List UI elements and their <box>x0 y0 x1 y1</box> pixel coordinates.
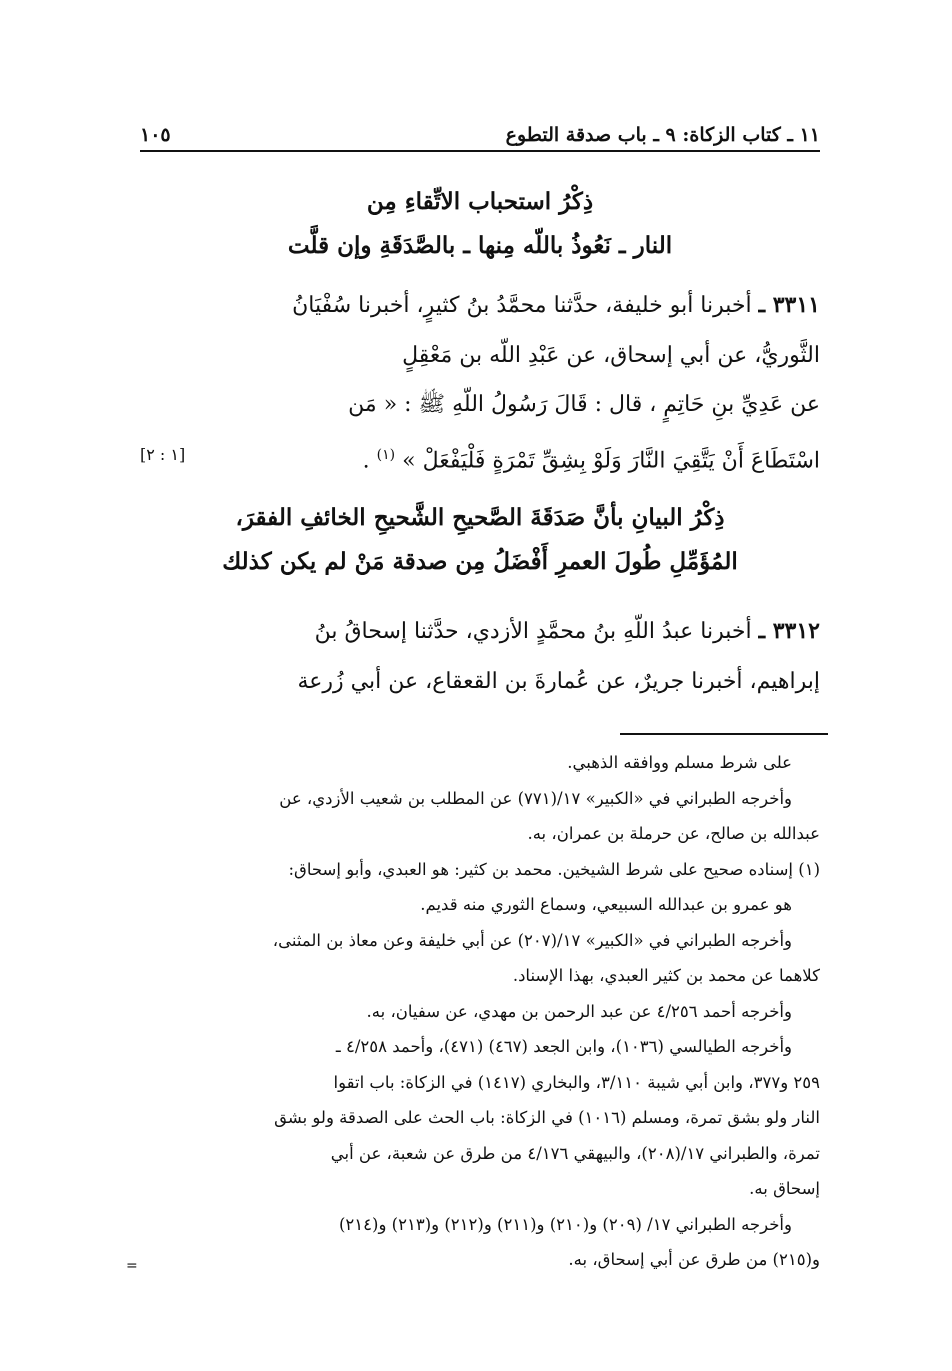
section-heading-1 <box>140 180 820 268</box>
hadith-3311-matn <box>140 380 820 486</box>
text-line <box>140 606 820 657</box>
hadith-number: ٣٣١١ ـ <box>758 292 820 318</box>
footnote-line: هو عمرو بن عبدالله السبيعي، وسماع الثوري منه قديم. <box>420 895 792 914</box>
line-end: . <box>362 448 377 474</box>
footnote-rule <box>620 733 828 735</box>
text-line: إبراهيم، أخبرنا جريرٌ، عن عُمارةَ بن القعقاع، عن أبي زُرعة <box>297 669 820 694</box>
section-heading-2 <box>140 496 820 584</box>
line-text: أخبرنا أبو خليفة، حدَّثنا محمَّدُ بنُ كثيرٍ، أخبرنا سُفْيَانُ <box>292 293 752 318</box>
footnote-line: عبدالله بن صالح، عن حرملة بن عمران، به. <box>527 824 820 843</box>
header-rule <box>140 150 820 152</box>
margin-mark: = <box>126 1258 138 1274</box>
text-line <box>140 280 820 331</box>
footnote-line: إسحاق به. <box>749 1179 820 1198</box>
hadith-number: ٣٣١٢ ـ <box>758 618 820 644</box>
footnote-line: على شرط مسلم ووافقه الذهبي. <box>567 753 792 772</box>
text-line <box>140 430 820 486</box>
footnote-line: وأخرجه الطيالسي (١٠٣٦)، وابن الجعد (٤٦٧) (٤٧١)، وأحمد ٤/٢٥٨ ـ <box>335 1037 792 1056</box>
footnote-line: كلاهما عن محمد بن كثير العبدي، بهذا الإسناد. <box>512 966 820 985</box>
line-text: أخبرنا عبدُ اللّهِ بنُ محمَّدٍ الأزدي، حدَّثنا إسحاقُ بنُ <box>314 619 752 644</box>
footnote-line: و(٢١٥) من طرق عن أبي إسحاق، به. <box>568 1250 820 1269</box>
footnote-line: وأخرجه الطبراني في «الكبير» ١٧/(٧٧١) عن المطلب بن شعيب الأزدي، عن <box>279 788 792 808</box>
page-number: ١٠٥ <box>140 124 171 146</box>
footnotes <box>130 745 820 1278</box>
heading-line: ذِكْرُ البيانِ بأنَّ صَدَقَةَ الصَّحيحِ الشَّحيحِ الخائفِ الفقرَ، <box>235 504 725 531</box>
footnote-line: تمرة، والطبراني ١٧/(٢٠٨)، والبيهقي ٤/١٧٦ من طرق عن شعبة، عن أبي <box>330 1143 820 1163</box>
text-line: الثَّوريُّ، عن أبي إسحاق، عن عَبْدِ اللّه بن مَعْقِلٍ <box>402 343 820 368</box>
heading-line: ذِكْرُ استحباب الاتِّقاءِ مِن <box>366 188 594 215</box>
hadith-3311-isnad <box>140 280 820 381</box>
footnote-line: وأخرجه الطبراني في «الكبير» ١٧/(٢٠٧) عن أبي خليفة وعن معاذ بن المثنى، <box>272 930 792 950</box>
footnote-line: وأخرجه الطبراني ١٧/ (٢٠٩) و(٢١٠) و(٢١١) و(٢١٢) و(٢١٣) و(٢١٤) <box>338 1214 792 1234</box>
footnote-marker: (١) <box>376 447 396 463</box>
footnote-line: (١) إسناده صحيح على شرط الشيخين. محمد بن كثير: هو العبدي، وأبو إسحاق: <box>288 859 820 879</box>
heading-line: المُؤَمِّلِ طُولَ العمرِ أَفْضَلُ مِن صدقة مَنْ لم يكن كذلك <box>222 548 738 575</box>
heading-line: النار ـ نَعُوذُ باللّه مِنها ـ بالصَّدَقَةِ وإن قلَّت <box>287 232 673 259</box>
text-line: عن عَدِيِّ بنِ حَاتِمٍ ، قال : قَالَ رَسُولُ اللّهِ ﷺ : « مَن <box>348 392 820 417</box>
chapter-title: ١١ ـ كتاب الزكاة: ٩ ـ باب صدقة التطوع <box>505 124 820 146</box>
footnote-line: ٢٥٩ و٣٧٧، وابن أبي شيبة ٣/١١٠، والبخاري (١٤١٧) في الزكاة: باب اتقوا <box>333 1072 820 1092</box>
running-header <box>140 112 820 146</box>
footnote-line: النار ولو بشق تمرة، ومسلم (١٠١٦) في الزكاة: باب الحث على الصدقة ولو بشق <box>274 1108 820 1127</box>
reference-bracket: [١ : ٢] <box>140 445 186 464</box>
line-text: اسْتَطَاعَ أَنْ يَتَّقِيَ النَّارَ وَلَوْ بِشِقِّ تَمْرَةٍ فَلْيَفْعَلْ » <box>395 448 820 474</box>
footnote-line: وأخرجه أحمد ٤/٢٥٦ عن عبد الرحمن بن مهدي، عن سفيان، به. <box>366 1001 792 1021</box>
hadith-3312 <box>140 606 820 707</box>
